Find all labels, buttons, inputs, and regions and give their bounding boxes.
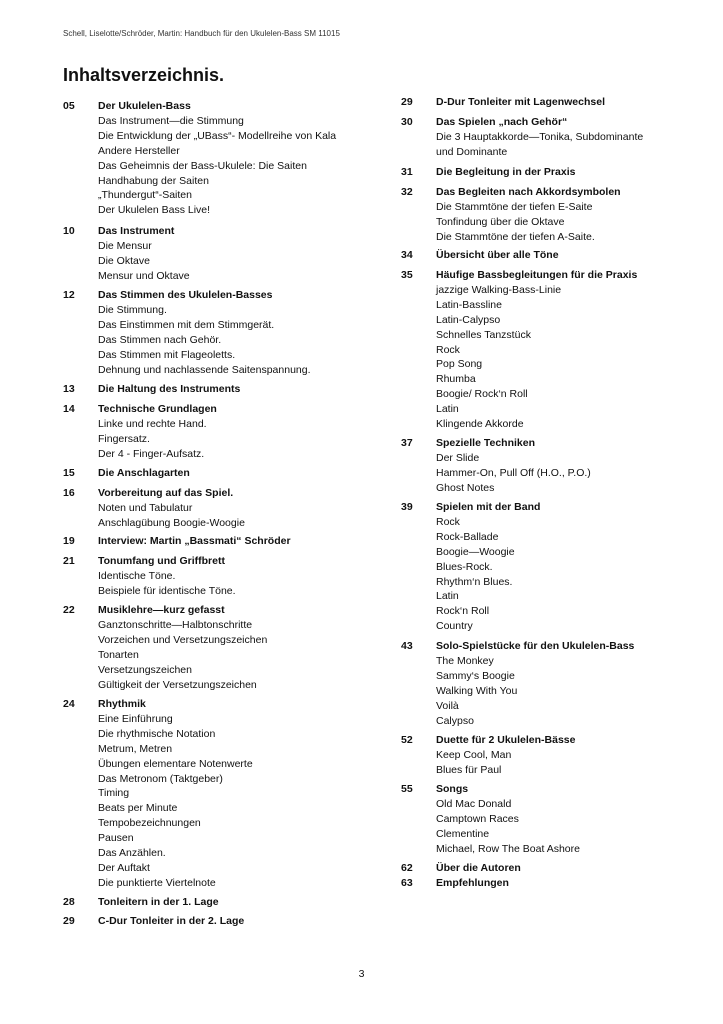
toc-subentry: Boogie/ Rock‘n Roll <box>436 388 528 401</box>
toc-subentry: Der 4 - Finger-Aufsatz. <box>98 447 205 460</box>
toc-subentry: Das Metronom (Taktgeber) <box>98 772 223 785</box>
toc-subentry: Das Stimmen mit Flageoletts. <box>98 348 236 361</box>
toc-subentry: The Monkey <box>436 654 494 667</box>
toc-subentry: Latin-Calypso <box>436 313 501 326</box>
toc-subentry: Rock <box>436 515 460 528</box>
toc-page-number: 35 <box>401 269 413 281</box>
toc-subentry: Latin <box>436 590 459 603</box>
toc-subentry: Andere Hersteller <box>98 144 180 157</box>
page-number: 3 <box>358 968 365 980</box>
toc-subentry: Tonarten <box>98 648 139 661</box>
toc-page-number: 15 <box>63 467 75 479</box>
toc-subentry: Das Anzählen. <box>98 847 166 859</box>
toc-page-number: 12 <box>63 289 75 301</box>
toc-subentry: Die Stammtöne der tiefen A-Saite. <box>436 230 595 243</box>
toc-subentry: Tonfindung über die Oktave <box>436 215 565 228</box>
toc-subentry: Gültigkeit der Versetzungszeichen <box>98 678 257 691</box>
toc-subentry: Klingende Akkorde <box>436 418 524 430</box>
toc-subentry: Die Mensur <box>98 239 152 252</box>
toc-subentry: Die punktierte Viertelnote <box>98 876 216 889</box>
toc-page-number: 21 <box>63 555 75 567</box>
toc-entry-title: Technische Grundlagen <box>98 403 217 415</box>
toc-subentry: Beats per Minute <box>98 802 178 815</box>
toc-page-number: 28 <box>63 896 75 908</box>
toc-subentry: und Dominante <box>436 145 508 158</box>
toc-page-number: 16 <box>63 487 75 499</box>
toc-subentry: Boogie—Woogie <box>436 545 515 558</box>
toc-page-number: 29 <box>63 915 75 927</box>
toc-subentry: Old Mac Donald <box>436 797 512 810</box>
toc-subentry: Rhythm‘n Blues. <box>436 575 513 588</box>
toc-subentry: Dehnung und nachlassende Saitenspannung. <box>98 363 311 376</box>
toc-page-number: 14 <box>63 403 75 415</box>
toc-entry-title: D-Dur Tonleiter mit Lagenwechsel <box>436 96 605 108</box>
toc-subentry: Voilà <box>436 699 459 712</box>
toc-subentry: Die Oktave <box>98 254 150 267</box>
toc-subentry: Pop Song <box>436 358 483 371</box>
toc-subentry: Clementine <box>436 827 490 840</box>
toc-page-number: 32 <box>401 186 413 198</box>
toc-entry-title: Tonumfang und Griffbrett <box>98 555 225 567</box>
toc-subentry: Das Instrument—die Stimmung <box>98 114 244 127</box>
toc-subentry: Calypso <box>436 714 474 727</box>
toc-subentry: Keep Cool, Man <box>436 748 512 761</box>
toc-page-number: 31 <box>401 166 413 178</box>
toc-subentry: Latin-Bassline <box>436 298 502 311</box>
toc-subentry: Die 3 Hauptakkorde—Tonika, Subdominante <box>436 130 644 143</box>
toc-subentry: Versetzungszeichen <box>98 663 192 676</box>
toc-subentry: Hammer-On, Pull Off (H.O., P.O.) <box>436 466 591 479</box>
toc-page-number: 34 <box>401 249 413 261</box>
toc-subentry: Die Stimmung. <box>98 303 167 316</box>
toc-subentry: Vorzeichen und Versetzungszeichen <box>98 633 268 646</box>
toc-subentry: Ghost Notes <box>436 481 495 494</box>
toc-page-number: 55 <box>401 783 413 795</box>
toc-subentry: Linke und rechte Hand. <box>98 417 207 430</box>
toc-subentry: Ganztonschritte—Halbtonschritte <box>98 618 253 631</box>
toc-entry-title: Duette für 2 Ukulelen-Bässe <box>436 734 576 746</box>
toc-page-number: 37 <box>401 437 413 449</box>
toc-entry-title: Tonleitern in der 1. Lage <box>98 896 219 908</box>
toc-subentry: jazzige Walking-Bass-Linie <box>436 283 562 296</box>
toc-page-number: 52 <box>401 734 413 746</box>
toc-entry-title: Übersicht über alle Töne <box>436 249 559 261</box>
toc-page-number: 62 <box>401 862 413 874</box>
toc-subentry: Blues für Paul <box>436 763 502 776</box>
toc-page-number: 63 <box>401 877 413 889</box>
toc-page-number: 30 <box>401 116 413 128</box>
toc-entry-title: Die Anschlagarten <box>98 467 190 479</box>
toc-entry-title: Spezielle Techniken <box>436 437 536 449</box>
toc-subentry: Noten und Tabulatur <box>98 501 193 514</box>
toc-entry-title: Der Ukulelen-Bass <box>98 100 191 112</box>
toc-entry-title: Rhythmik <box>98 698 146 710</box>
toc-subentry: Die Entwicklung der „UBass“- Modellreihe von Kala <box>98 129 337 142</box>
toc-page-number: 29 <box>401 96 413 108</box>
page-title: Inhaltsverzeichnis. <box>63 65 225 85</box>
page-header: Schell, Liselotte/Schröder, Martin: Handbuch für den Ukulelen-Bass SM 11015 <box>63 29 340 38</box>
toc-subentry: Die rhythmische Notation <box>98 727 216 740</box>
toc-subentry: Metrum, Metren <box>98 742 173 755</box>
toc-subentry: Der Auftakt <box>98 861 150 874</box>
toc-entry-title: Empfehlungen <box>436 877 509 889</box>
toc-page-number: 13 <box>63 383 75 395</box>
toc-entry-title: Vorbereitung auf das Spiel. <box>98 487 234 499</box>
toc-entry-title: Spielen mit der Band <box>436 501 541 513</box>
toc-entry-title: Über die Autoren <box>436 862 521 874</box>
toc-subentry: „Thundergut“-Saiten <box>98 189 192 202</box>
toc-page-number: 24 <box>63 698 75 710</box>
toc-page-number: 43 <box>401 640 413 652</box>
toc-subentry: Michael, Row The Boat Ashore <box>436 842 580 855</box>
toc-subentry: Rhumba <box>436 373 476 386</box>
toc-page-number: 19 <box>63 535 75 547</box>
toc-entry-title: Das Instrument <box>98 225 175 237</box>
toc-subentry: Mensur und Oktave <box>98 269 190 282</box>
toc-subentry: Eine Einführung <box>98 712 173 725</box>
toc-subentry: Der Slide <box>436 451 480 464</box>
toc-subentry: Übungen elementare Notenwerte <box>98 757 253 770</box>
toc-subentry: Das Einstimmen mit dem Stimmgerät. <box>98 318 275 331</box>
toc-entry-title: Songs <box>436 783 469 795</box>
toc-subentry: Das Geheimnis der Bass-Ukulele: Die Saiten <box>98 159 307 172</box>
toc-subentry: Latin <box>436 403 459 416</box>
toc-entry-title: C-Dur Tonleiter in der 2. Lage <box>98 915 245 927</box>
toc-page-number: 39 <box>401 501 413 513</box>
toc-subentry: Country <box>436 620 473 633</box>
toc-subentry: Der Ukulelen Bass Live! <box>98 204 211 217</box>
toc-entry-title: Das Spielen „nach Gehör“ <box>436 116 568 128</box>
toc-subentry: Fingersatz. <box>98 432 150 445</box>
toc-subentry: Rock-Ballade <box>436 530 499 543</box>
toc-subentry: Identische Töne. <box>98 569 176 582</box>
toc-subentry: Schnelles Tanzstück <box>436 328 531 341</box>
toc-subentry: Das Stimmen nach Gehör. <box>98 333 222 346</box>
toc-subentry: Die Stammtöne der tiefen E-Saite <box>436 200 593 213</box>
toc-subentry: Rock‘n Roll <box>436 605 490 618</box>
toc-entry-title: Die Haltung des Instruments <box>98 383 241 395</box>
toc-subentry: Handhabung der Saiten <box>98 174 209 187</box>
toc-subentry: Tempobezeichnungen <box>98 817 201 830</box>
toc-subentry: Pausen <box>98 832 134 845</box>
toc-entry-title: Interview: Martin „Bassmati“ Schröder <box>98 535 291 547</box>
toc-entry-title: Das Stimmen des Ukulelen-Basses <box>98 289 273 301</box>
toc-subentry: Timing <box>98 787 130 800</box>
toc-subentry: Anschlagübung Boogie-Woogie <box>98 516 245 529</box>
toc-page-number: 05 <box>63 100 75 112</box>
toc-subentry: Rock <box>436 343 460 356</box>
toc-page-number: 22 <box>63 604 75 616</box>
toc-subentry: Walking With You <box>436 684 518 697</box>
toc-entry-title: Die Begleitung in der Praxis <box>436 166 576 178</box>
toc-entry-title: Solo-Spielstücke für den Ukulelen-Bass <box>436 640 635 652</box>
toc-page-number: 10 <box>63 225 75 237</box>
toc-subentry: Blues-Rock. <box>436 560 493 573</box>
toc-entry-title: Musiklehre—kurz gefasst <box>98 604 225 616</box>
toc-entry-title: Das Begleiten nach Akkordsymbolen <box>436 186 621 198</box>
toc-subentry: Sammy‘s Boogie <box>436 669 515 682</box>
toc-entry-title: Häufige Bassbegleitungen für die Praxis <box>436 269 638 281</box>
toc-subentry: Camptown Races <box>436 812 519 825</box>
toc-subentry: Beispiele für identische Töne. <box>98 584 236 597</box>
